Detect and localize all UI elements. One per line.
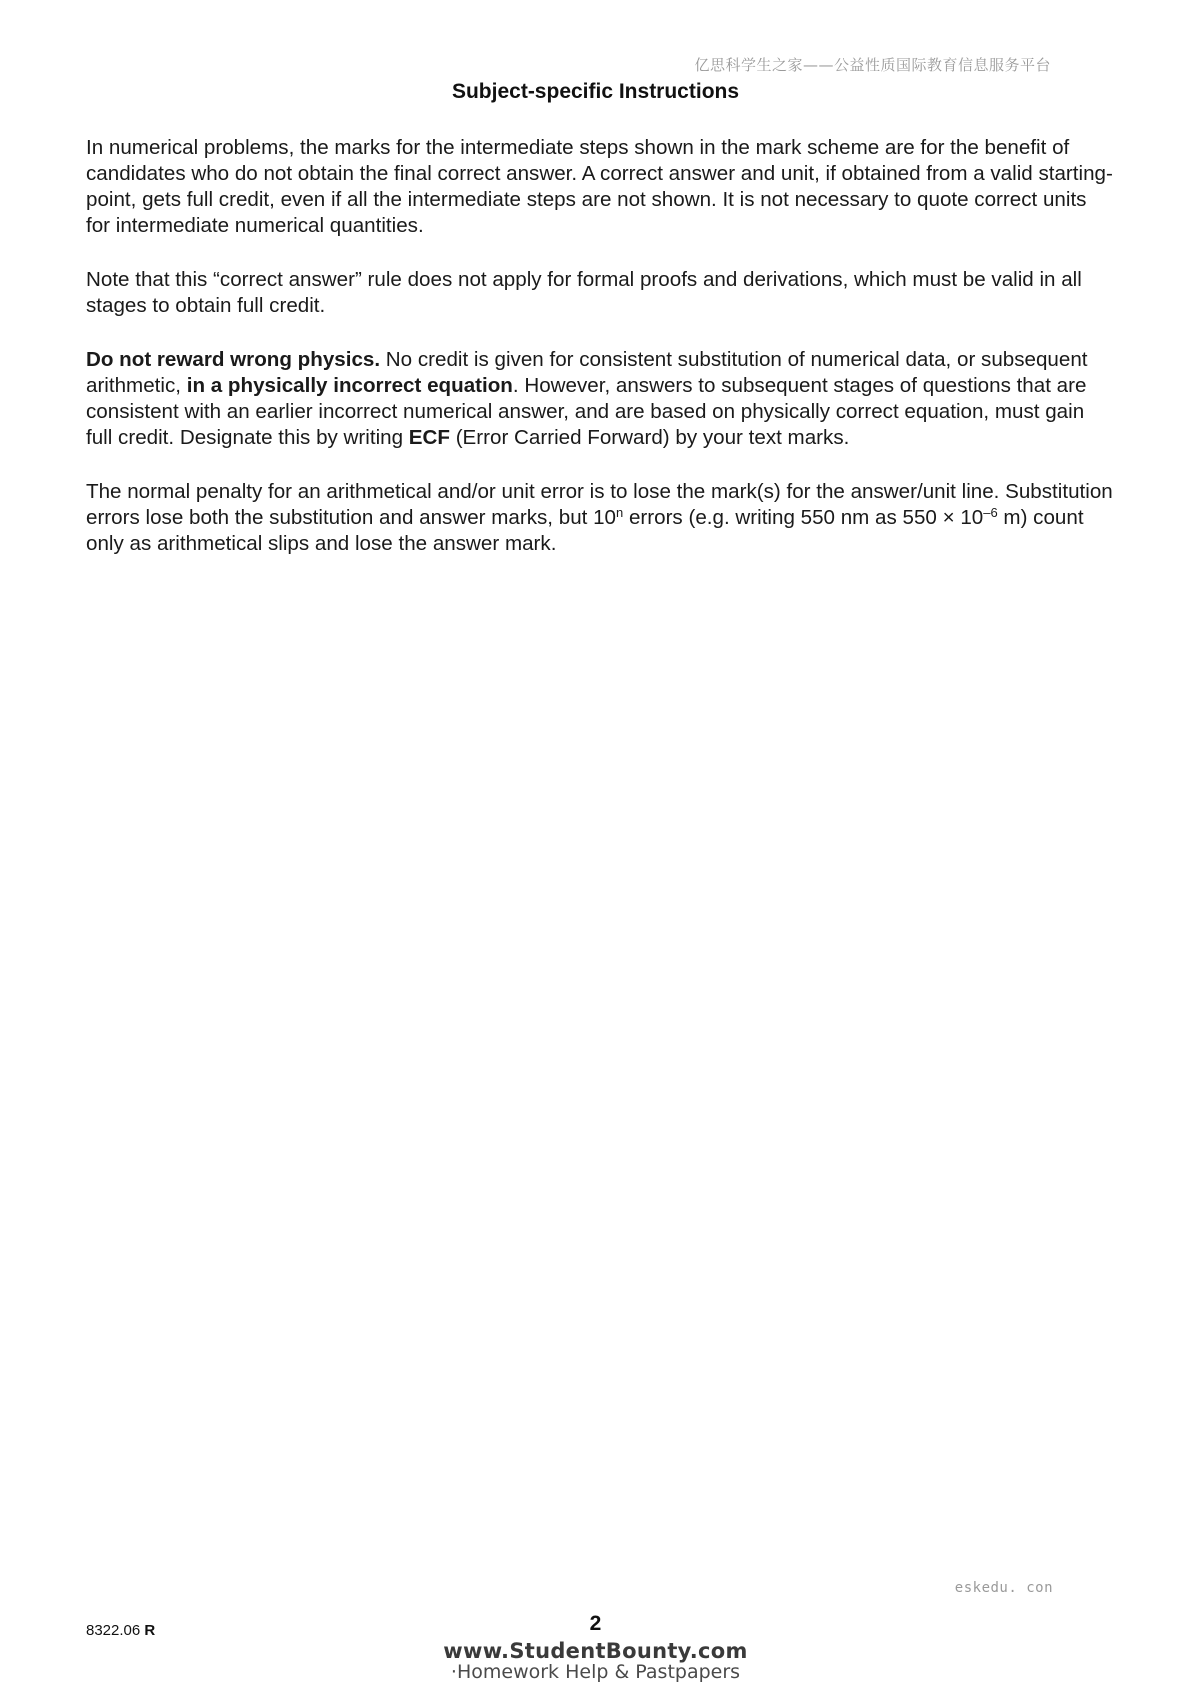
page-number: 2 bbox=[589, 1612, 602, 1635]
studentbounty-logo bbox=[0, 1640, 1191, 1682]
bold-incorrect-equation: in a physically incorrect equation bbox=[186, 374, 513, 397]
paragraph-numerical-problems: In numerical problems, the marks for the intermediate steps shown in the mark scheme are for the benefit of candidates who do not obtain the final correct answer. A correct answer and unit, if obtained from a valid starting-point, gets full credit, even if all the intermediate steps are not shown. It is not necessary to quote correct units for intermediate numerical quantities. bbox=[86, 136, 1113, 237]
brand-tagline: ·Homework Help & Pastpapers bbox=[450, 1661, 741, 1683]
brand-url: www.StudentBounty.com bbox=[443, 1639, 748, 1663]
document-code-number: 8322.06 bbox=[86, 1622, 141, 1639]
bold-ecf: ECF bbox=[408, 426, 450, 449]
paragraph-wrong-physics bbox=[86, 347, 1116, 451]
document-code-suffix: R bbox=[144, 1622, 156, 1639]
superscript-minus-six: –6 bbox=[983, 505, 998, 520]
text-segment: The normal penalty for an arithmetical and/or unit error is to lose the mark(s) for the answer/unit line. Substitution errors lose both the substitution and answer marks, but 10 bbox=[86, 480, 1113, 529]
watermark-header-text: 亿思科学生之家——公益性质国际教育信息服务平台 bbox=[694, 56, 1051, 74]
text-segment: m) count only as arithmetical slips and lose the answer mark. bbox=[86, 506, 1084, 555]
bold-do-not-reward: Do not reward wrong physics. bbox=[86, 348, 381, 371]
text-segment: . However, answers to subsequent stages of questions that are consistent with an earlier incorrect numerical answer, and are based on physically correct equation, must gain full credit. Designate this by writing bbox=[86, 374, 1087, 449]
superscript-n: n bbox=[616, 505, 624, 520]
instructions-body bbox=[86, 135, 1116, 585]
paragraph-penalty bbox=[86, 479, 1116, 557]
watermark-footer-site: eskedu. con bbox=[954, 1580, 1053, 1596]
text-segment: No credit is given for consistent substitution of numerical data, or subsequent arithmetic, bbox=[86, 348, 1088, 397]
text-segment: errors (e.g. writing 550 nm as 550 × 10 bbox=[623, 506, 984, 529]
page-title: Subject-specific Instructions bbox=[451, 80, 740, 103]
text-segment: (Error Carried Forward) by your text marks. bbox=[449, 426, 850, 449]
paragraph-correct-answer-rule: Note that this “correct answer” rule does not apply for formal proofs and derivations, which must be valid in all stages to obtain full credit. bbox=[86, 268, 1082, 317]
